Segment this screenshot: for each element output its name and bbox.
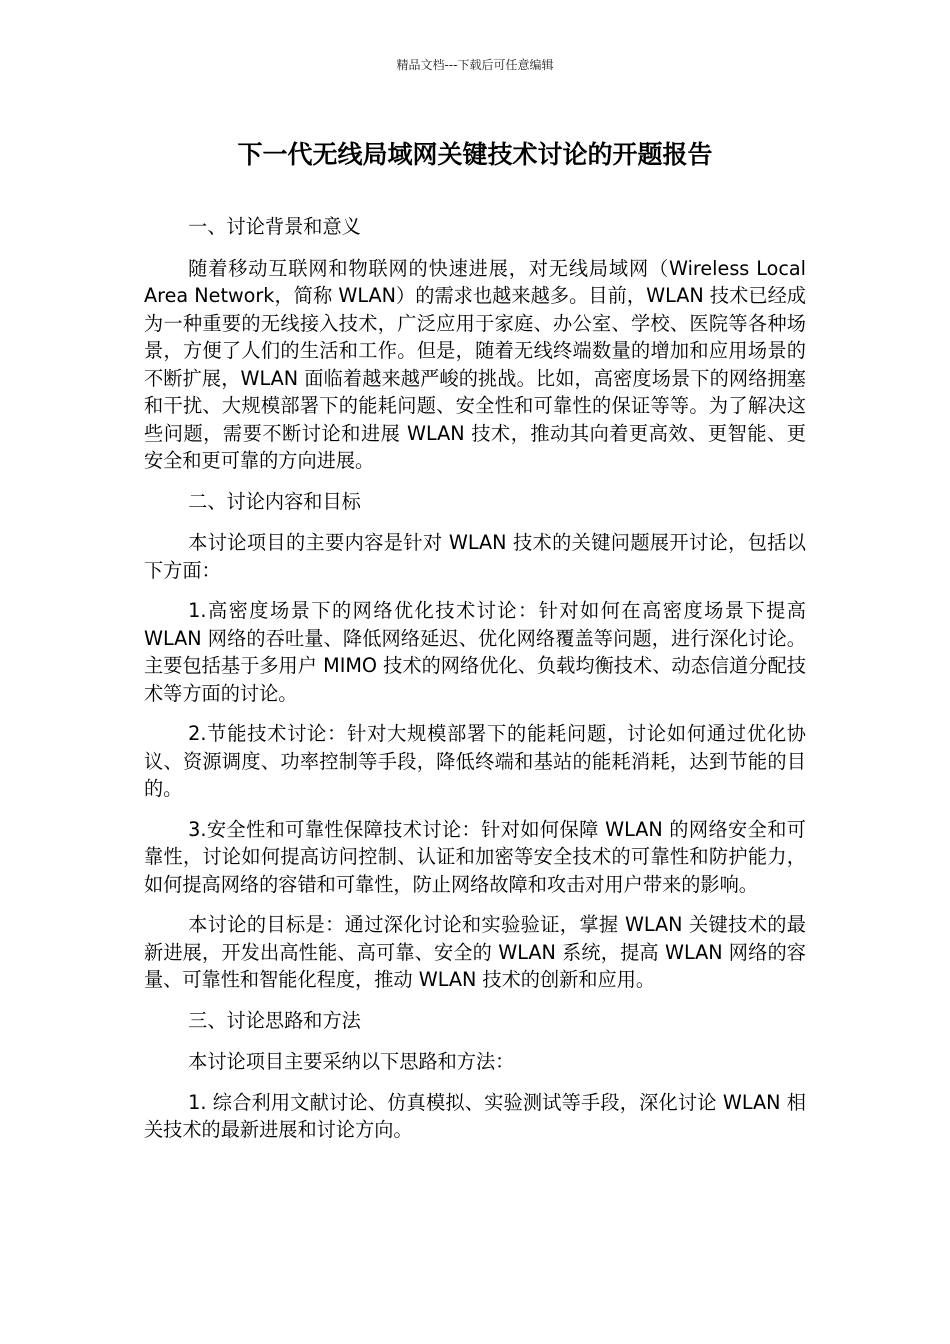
list-item-security: 3.安全性和可靠性保障技术讨论：针对如何保障 WLAN 的网络安全和可靠性，讨论如何提高访问控制、认证和加密等安全技术的可靠性和防护能力，如何提高网络的容错和可靠性，防止网络故障和攻击对用户带来的影响。 (144, 817, 806, 896)
paragraph-methods-intro: 本讨论项目主要采纳以下思路和方法： (188, 1050, 515, 1073)
section-heading-methods: 三、讨论思路和方法 (188, 1008, 361, 1032)
list-item-energy-saving: 2.节能技术讨论：针对大规模部署下的能耗问题，讨论如何通过优化协议、资源调度、功率控制等手段，降低终端和基站的能耗消耗，达到节能的目的。 (144, 722, 806, 800)
list-item-high-density: 1.高密度场景下的网络优化技术讨论：针对如何在高密度场景下提高 WLAN 网络的吞吐量、降低网络延迟、优化网络覆盖等问题，进行深化讨论。主要包括基于多用户 MIMO 技术的网络优化、负载均衡技术、动态信道分配技术等方面的讨论。 (144, 599, 806, 705)
section-heading-content-goals: 二、讨论内容和目标 (188, 489, 361, 513)
paragraph-goals: 本讨论的目标是：通过深化讨论和实验验证，掌握 WLAN 关键技术的最新进展，开发出高性能、高可靠、安全的 WLAN 系统，提高 WLAN 网络的容量、可靠性和智能化程度，推动 WLAN 技术的创新和应用。 (144, 913, 806, 991)
paragraph-content-intro: 本讨论项目的主要内容是针对 WLAN 技术的关键问题展开讨论，包括以下方面： (144, 531, 806, 582)
document-body (144, 213, 806, 1157)
section-heading-background: 一、讨论背景和意义 (188, 215, 361, 238)
header-note: 精品文档---下载后可任意编辑 (396, 58, 554, 72)
document-title: 下一代无线局域网关键技术讨论的开题报告 (237, 140, 713, 169)
paragraph-background: 随着移动互联网和物联网的快速进展，对无线局域网（Wireless Local Area Network，简称 WLAN）的需求也越来越多。目前，WLAN 技术已经成为一种重要的无线接入技术，广泛应用于家庭、办公室、学校、医院等各种场景，方便了人们的生活和工作。但是，随着无线终端数量的增加和应用场景的不断扩展，WLAN 面临着越来越严峻的挑战。比如，高密度场景下的网络拥塞和干扰、大规模部署下的能耗问题、安全性和可靠性的保证等等。为了解决这些问题，需要不断讨论和进展 WLAN 技术，推动其向着更高效、更智能、更安全和更可靠的方向进展。 (144, 256, 806, 472)
list-item-method-1: 1. 综合利用文献讨论、仿真模拟、实验测试等手段，深化讨论 WLAN 相关技术的最新进展和讨论方向。 (144, 1090, 806, 1141)
